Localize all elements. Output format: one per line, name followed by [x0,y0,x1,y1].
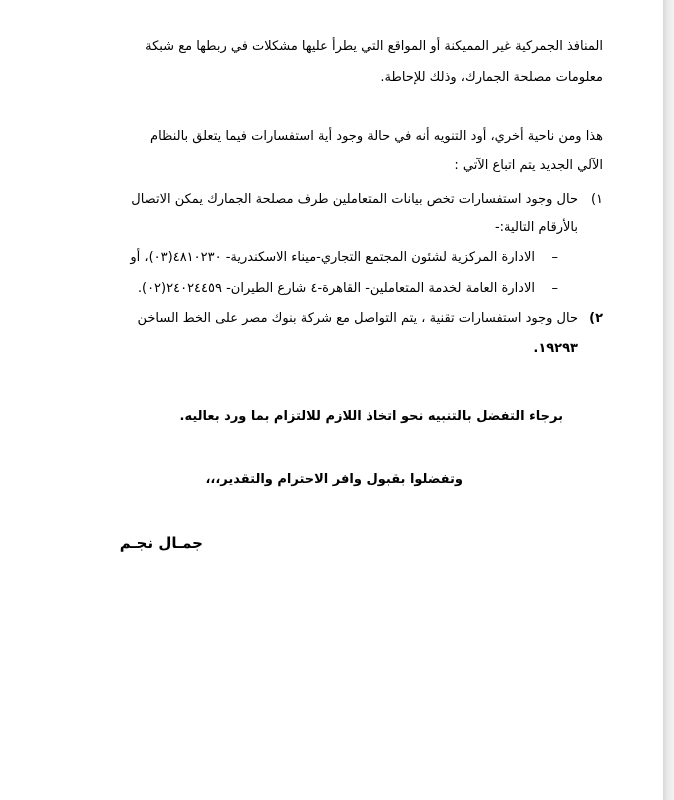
paragraph1-line1: المنافذ الجمركية غير المميكنة أو المواقع التي يطرأ عليها مشكلات في ربطها مع شبكة [145,39,603,54]
signature: جمـال نجـم [119,534,203,552]
list-item-1-line2: بالأرقام التالية:- [494,220,578,235]
list-item-1-line1: حال وجود استفسارات تخص بيانات المتعاملين طرف مصلحة الجمارك يمكن الاتصال [131,192,578,207]
list-item-1-marker: ١) [590,192,603,207]
paragraph2-line1: هذا ومن ناحية أخري، أود التنويه أنه في حالة وجود أية استفسارات فيما يتعلق بالنظام [150,129,603,144]
list-item-2-line1: حال وجود استفسارات تقنية ، يتم التواصل مع شركة بنوك مصر على الخط الساخن [137,311,578,326]
list-item-2-line2: ١٩٢٩٣. [533,341,578,356]
subitem-2-marker: – [551,281,558,296]
subitem-1-text: الادارة المركزية لشئون المجتمع التجاري-ميناء الاسكندرية- ٤٨١٠٢٣٠(٠٣)، أو [130,250,535,265]
request-line: برجاء التفضل بالتنبيه نحو اتخاذ اللازم للالتزام بما ورد بعاليه. [179,409,563,424]
paragraph2-line2: الآلي الجديد يتم اتباع الآتي : [454,158,603,173]
subitem-1-marker: – [551,250,558,265]
closing-line: وتفضلوا بقبول وافر الاحترام والتقدير،،، [205,472,463,487]
paragraph1-line2: معلومات مصلحة الجمارك، وذلك للإحاطة. [380,70,603,85]
viewer-edge [663,0,674,800]
list-item-2-marker: ٢) [589,311,603,326]
subitem-2-text: الادارة العامة لخدمة المتعاملين- القاهرة-٤ شارع الطيران- ٢٤٠٢٤٤٥٩(٠٢). [137,281,535,296]
